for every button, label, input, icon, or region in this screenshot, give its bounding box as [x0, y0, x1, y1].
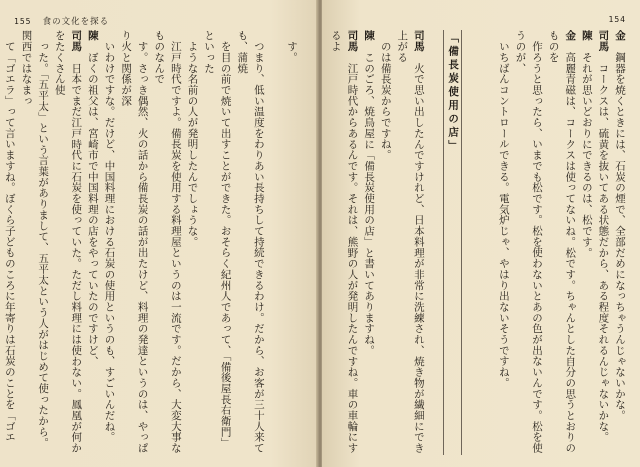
- right-page: [322, 0, 640, 467]
- line-text: 火で思い出したんですけれど、日本料理が非常に洗練され、焼き物が繊細にでき上がる: [396, 30, 425, 454]
- speaker-name: 司馬: [346, 30, 359, 52]
- blank-line: [427, 30, 444, 455]
- line-text: 作ろうと思ったら、いまでも松です。松を使わないとあの色が出ないんです。松を使うのが、: [514, 30, 544, 454]
- speaker-name: 陳: [363, 30, 376, 41]
- line-text: ぼくの祖父は、宮崎市で中国料理の店をやっていたのですけど、: [86, 51, 99, 367]
- section-heading: 「備長炭使用の店」: [443, 30, 462, 455]
- running-title: 食の文化を探る: [42, 17, 110, 27]
- blank-line: [479, 30, 496, 455]
- line-text: それが思いどおりにできるのは、松です。: [580, 51, 593, 258]
- page-number-right: 154: [608, 15, 626, 24]
- left-page: [0, 0, 318, 467]
- text-line: [361, 30, 378, 455]
- blank-line: [462, 30, 479, 455]
- text-line: [84, 30, 101, 455]
- text-line: [4, 30, 18, 455]
- line-text: コークスは、硫黄を抜いてある状態だから、ある程度それるんじゃないかな。: [597, 62, 610, 443]
- line-text: す。: [286, 40, 298, 63]
- line-text: 江戸時代ですよ。備長炭を使用する料理屋というのは一流です。だから、大変大事なものなんで: [153, 30, 182, 454]
- text-line: [394, 30, 427, 455]
- line-text: つまり、低い温度をわりあい長持ちして持続できるわけ。だから、お客が三十人来ても、蒲焼: [236, 30, 265, 454]
- line-text: った。「五平太」という言葉がありまして、五平太という人がはじめて使ったから。関西ではなまっ: [20, 30, 50, 448]
- text-line: [328, 30, 361, 455]
- text-line: [200, 30, 233, 455]
- text-line: [101, 30, 118, 455]
- text-line: [283, 30, 300, 455]
- text-line: [545, 30, 578, 455]
- text-line: [18, 30, 51, 455]
- left-running-header: [14, 15, 109, 27]
- speaker-name: 陳: [86, 30, 99, 41]
- speaker-name: 金: [614, 30, 626, 41]
- text-line: [184, 30, 201, 455]
- right-page-body: [328, 30, 628, 455]
- line-text: 高麗青磁は、コークスは使ってないね。松です。ちゃんとした自分の思うとおりのものを: [547, 30, 577, 454]
- blank-line: [267, 30, 284, 455]
- line-text: のは備長炭からですね。: [379, 40, 392, 161]
- line-text: 江戸時代からあるんです。それは、熊野の人が発明したんですね。車の車輪にするよ: [329, 30, 359, 454]
- text-line: [377, 30, 394, 455]
- speaker-name: 司馬: [412, 30, 425, 52]
- line-text: いちばんコントロールできる。電気炉じゃ、やはり出ないそうですね。: [497, 40, 510, 389]
- line-text: このごろ、焼鳥屋に「備長炭使用の店」と書いてありますね。: [363, 51, 376, 356]
- line-text: 日本でまだ江戸時代に石炭を使っていた。ただし料理には使わない。鳳凰が何かをたくさん使: [53, 30, 83, 454]
- speaker-name: 司馬: [597, 30, 610, 52]
- line-text: す。さっき偶然、火の話から備長炭の話が出たけど、料理の発達というのは、やっぱり火と関係が深: [120, 30, 149, 454]
- text-line: [495, 30, 512, 455]
- text-line: [595, 30, 612, 455]
- text-line: [234, 30, 267, 455]
- line-text: ような名前の人が発明したんでしょうな。: [186, 40, 199, 248]
- speaker-name: 陳: [580, 30, 593, 41]
- text-line: [151, 30, 184, 455]
- text-line: [512, 30, 545, 455]
- line-text: て「ゴエラ」って言いますね。ぼくら子どものころに年寄りは石炭のことを「ゴエ: [4, 40, 16, 443]
- right-running-header: [609, 15, 626, 25]
- line-text: を目の前で焼いて出すことができた。おそらく紀州人であって、「備後屋長右衛門」といった: [203, 30, 232, 448]
- text-line: [117, 30, 150, 455]
- line-text: いわけですな。だけど、中国料理における石炭の使用というのも、すごいんだね。: [103, 40, 116, 443]
- speaker-name: 金: [564, 30, 577, 41]
- text-line: [578, 30, 595, 455]
- text-line: [51, 30, 84, 455]
- speaker-name: 司馬: [70, 30, 83, 52]
- line-text: 鋼器を焼くときには、石炭の煙で、全部だめになっちゃうんじゃないかな。: [614, 51, 626, 421]
- text-line: [611, 30, 628, 455]
- page-number-left: 155: [14, 17, 32, 26]
- left-page-body: [4, 30, 300, 455]
